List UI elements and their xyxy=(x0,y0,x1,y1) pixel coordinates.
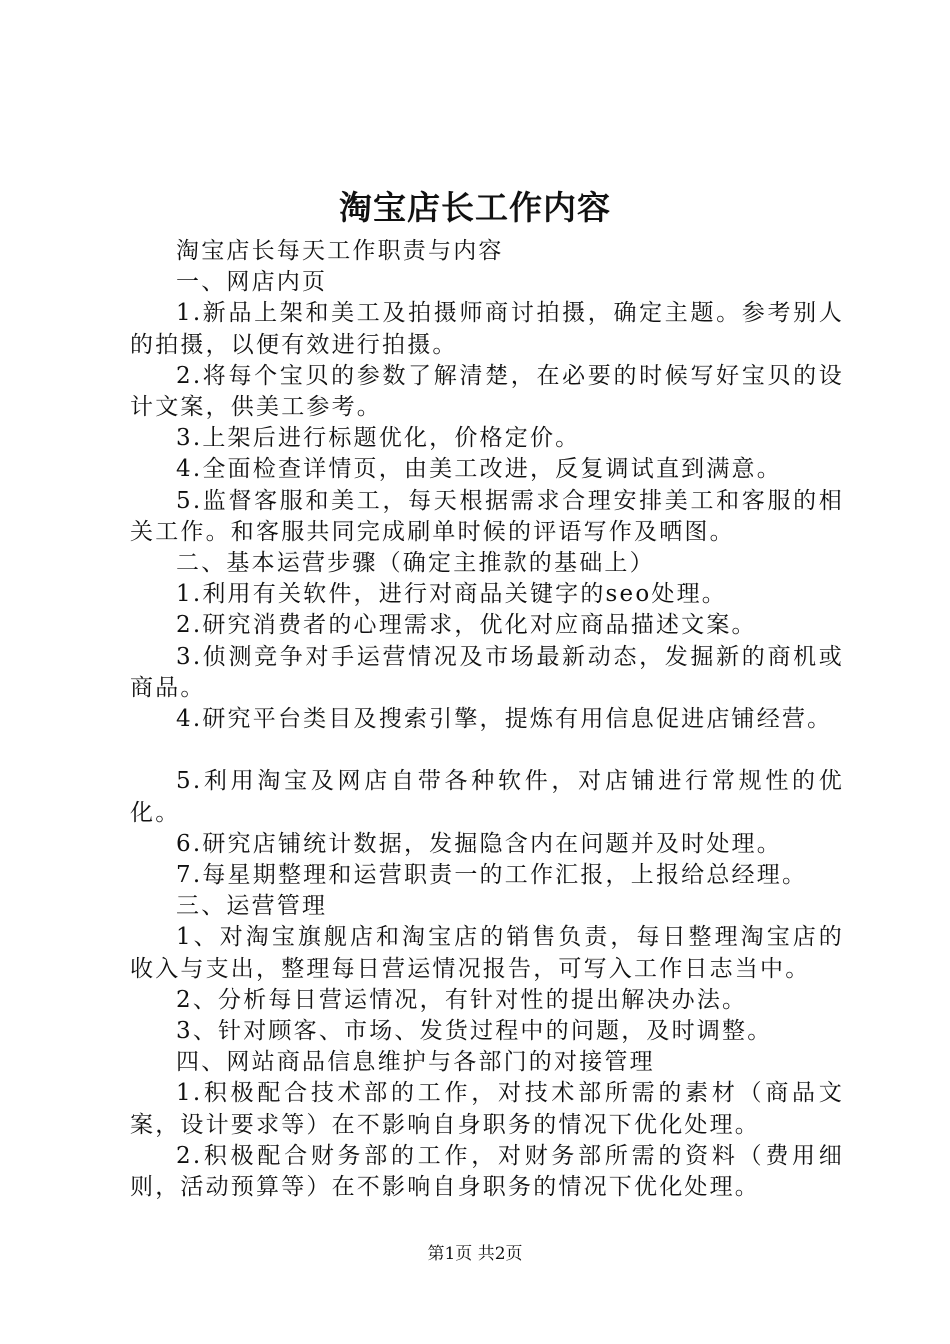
paragraph: 6.研究店铺统计数据，发掘隐含内在问题并及时处理。 xyxy=(176,830,782,857)
paragraph: 5.利用淘宝及网店自带各种软件，对店铺进行常规性的优化。 xyxy=(130,768,844,826)
paragraph: 3.上架后进行标题优化，价格定价。 xyxy=(176,425,581,452)
paragraph-intro: 淘宝店长每天工作职责与内容 xyxy=(176,238,504,264)
paragraph: 3、针对顾客、市场、发货过程中的问题，及时调整。 xyxy=(176,1018,773,1045)
section-heading-3: 三、运营管理 xyxy=(176,893,328,920)
section-heading-4: 四、网站商品信息维护与各部门的对接管理 xyxy=(176,1049,655,1076)
paragraph: 2.将每个宝贝的参数了解清楚，在必要的时候写好宝贝的设计文案，供美工参考。 xyxy=(130,362,844,421)
paragraph: 4.研究平台类目及搜索引擎，提炼有用信息促进店铺经营。 xyxy=(176,706,833,733)
document-body xyxy=(130,236,844,1203)
section-heading-2: 二、基本运营步骤（确定主推款的基础上） xyxy=(176,550,655,577)
paragraph: 2、分析每日营运情况，有针对性的提出解决办法。 xyxy=(176,986,748,1013)
paragraph: 2.积极配合财务部的工作，对财务部所需的资料（费用细则，活动预算等）在不影响自身职务的情况下优化处理。 xyxy=(130,1142,844,1201)
document-title: 淘宝店长工作内容 xyxy=(339,188,611,227)
paragraph: 2.研究消费者的心理需求，优化对应商品描述文案。 xyxy=(176,612,757,639)
paragraph: 1.新品上架和美工及拍摄师商讨拍摄，确定主题。参考别人的拍摄，以便有效进行拍摄。 xyxy=(130,300,844,358)
paragraph: 7.每星期整理和运营职责一的工作汇报，上报给总经理。 xyxy=(176,862,808,889)
paragraph: 5.监督客服和美工，每天根据需求合理安排美工和客服的相关工作。和客服共同完成刷单时候的评语写作及晒图。 xyxy=(130,487,844,545)
paragraph: 1.利用有关软件，进行对商品关键字的seo处理。 xyxy=(176,581,728,608)
blank-line xyxy=(130,735,844,766)
paragraph: 4.全面检查详情页，由美工改进，反复调试直到满意。 xyxy=(176,456,782,483)
paragraph: 1.积极配合技术部的工作，对技术部所需的素材（商品文案，设计要求等）在不影响自身职务的情况下优化处理。 xyxy=(130,1080,844,1138)
section-heading-1: 一、网店内页 xyxy=(176,269,328,296)
paragraph: 1、对淘宝旗舰店和淘宝店的销售负责，每日整理淘宝店的收入与支出，整理每日营运情况报告，可写入工作日志当中。 xyxy=(130,924,844,982)
page-number-footer: 第1页 共2页 xyxy=(427,1244,523,1264)
paragraph: 3.侦测竞争对手运营情况及市场最新动态，发掘新的商机或商品。 xyxy=(130,643,844,701)
